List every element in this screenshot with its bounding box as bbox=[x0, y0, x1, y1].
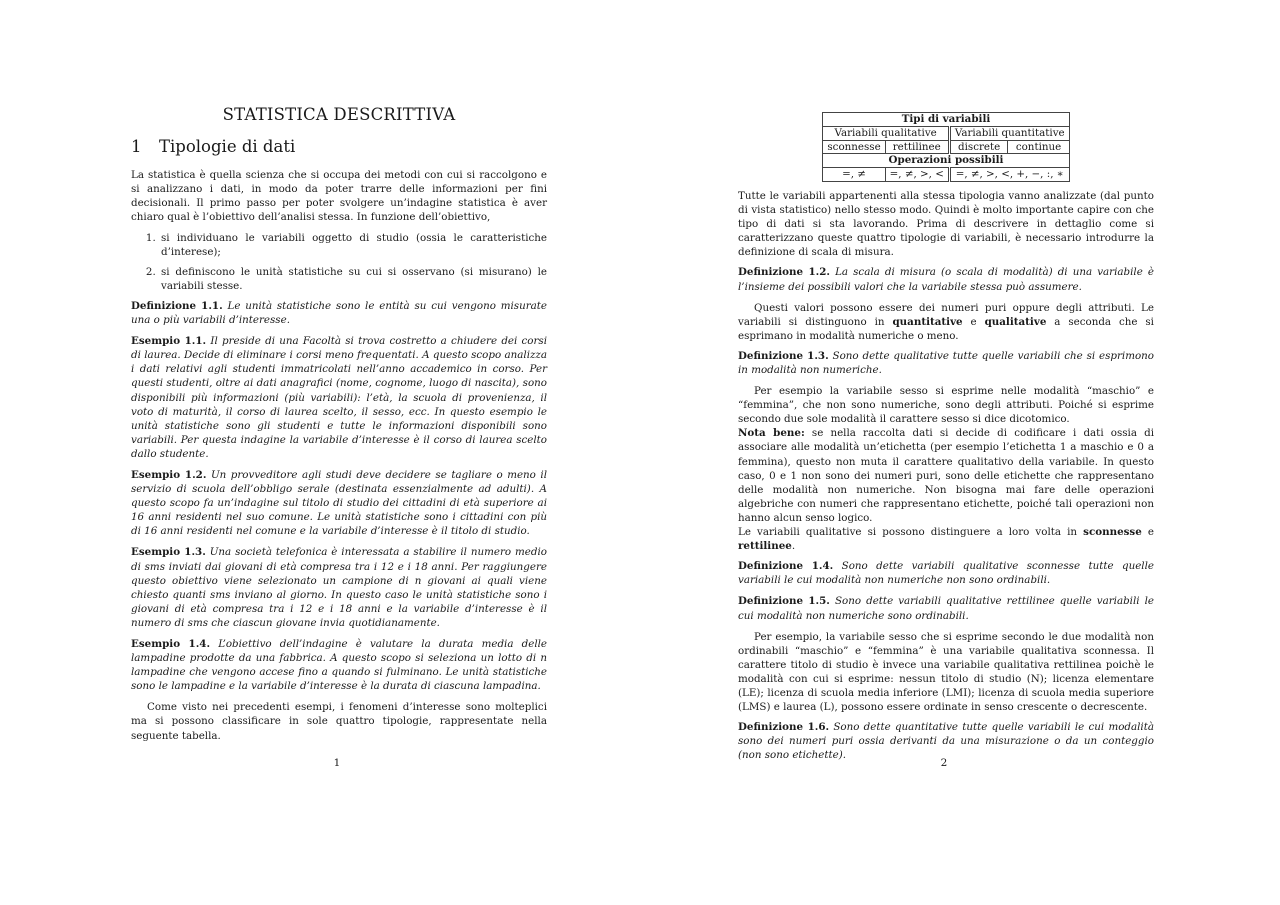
example-1-4 bbox=[131, 637, 547, 693]
example-1-1 bbox=[131, 334, 547, 461]
text-span: Le variabili qualitative si possono distinguere a loro volta in bbox=[738, 526, 1078, 539]
definition-label: Definizione 1.1. bbox=[131, 299, 223, 312]
nota-bene bbox=[738, 426, 1154, 525]
quantitative-header: Variabili quantitative bbox=[949, 126, 1069, 140]
definition-label: Definizione 1.2. bbox=[738, 266, 830, 279]
variable-types-table bbox=[822, 112, 1069, 182]
document-title: STATISTICA DESCRITTIVA bbox=[222, 105, 456, 124]
example-1-2 bbox=[131, 468, 547, 538]
intro-paragraph: La statistica è quella scienza che si occupa dei metodi con cui si raccolgono e si analizzano i dati, in modo da poter trarre delle informazioni per fini decisionali. Il primo passo per poter svolgere un’indagine statistica è aver chiaro qual è l’obiettivo dell’analisi stessa. In funzione dell’obiettivo, bbox=[131, 169, 547, 224]
definition-label: Definizione 1.3. bbox=[738, 349, 829, 362]
table-header: Tipi di variabili bbox=[823, 113, 1069, 127]
example-1-3 bbox=[131, 545, 547, 630]
bold-term: rettilinee bbox=[738, 540, 792, 553]
section-number: 1 bbox=[131, 137, 142, 157]
page-1-column bbox=[131, 105, 548, 749]
list-item: 2. si definiscono le unità statistiche su cui si osservano (si misurano) le variabili stesse. bbox=[159, 265, 547, 293]
operations-header: Operazioni possibili bbox=[823, 154, 1069, 168]
page-2-column bbox=[738, 112, 1154, 769]
page-number: 2 bbox=[940, 757, 948, 769]
definition-text: Sono dette qualitative tutte quelle variabili che si esprimono in modalità non numeriche. bbox=[738, 349, 1154, 377]
bold-term: qualitative bbox=[984, 315, 1047, 328]
definition-text: Sono dette variabili qualitative rettilinee quelle variabili le cui modalità non numeriche sono ordinabili. bbox=[738, 595, 1154, 622]
text-span: Questi valori possono essere dei numeri puri oppure degli attributi. Le variabili si distinguono in bbox=[738, 301, 1154, 328]
section-title: Tipologie di dati bbox=[159, 137, 296, 157]
example-label: Esempio 1.2. bbox=[131, 468, 207, 481]
text-span: a seconda che si esprimano in modalità numeriche o meno. bbox=[738, 315, 1154, 342]
definition-label: Definizione 1.5. bbox=[738, 595, 830, 608]
text-span: e bbox=[970, 315, 977, 328]
text-span: e bbox=[1147, 526, 1154, 539]
cell-ops-rettilinee: =, ≠, >, < bbox=[885, 168, 949, 182]
definition-text: Sono dette variabili qualitative sconnesse tutte quelle variabili le cui modalità non numeriche non sono ordinabili. bbox=[738, 560, 1154, 587]
example-label: Esempio 1.1. bbox=[131, 335, 207, 348]
cell-sconnesse: sconnesse bbox=[823, 140, 885, 154]
definition-1-1 bbox=[131, 299, 547, 327]
bold-term: quantitative bbox=[892, 315, 963, 328]
paragraph-valori bbox=[738, 301, 1154, 343]
definition-text: Le unità statistiche sono le entità su cui vengono misurate una o più variabili d’interesse. bbox=[131, 299, 548, 327]
example-label: Esempio 1.4. bbox=[131, 638, 211, 650]
page-number: 1 bbox=[333, 757, 341, 769]
definition-1-3 bbox=[738, 349, 1154, 377]
page-2 bbox=[640, 0, 1280, 905]
definition-1-4 bbox=[738, 559, 1154, 587]
closing-paragraph: Come visto nei precedenti esempi, i fenomeni d’interesse sono molteplici ma si possono classificare in sole quattro tipologie, rappresentate nella seguente tabella. bbox=[131, 701, 547, 742]
cell-ops-quantitative: =, ≠, >, <, +, −, :, ∗ bbox=[949, 168, 1069, 182]
list-item: 1. si individuano le variabili oggetto di studio (ossia le caratteristiche d’interese); bbox=[159, 231, 547, 259]
cell-rettilinee: rettilinee bbox=[885, 140, 949, 154]
definition-text: La scala di misura (o scala di modalità) di una variabile è l’insieme dei possibili valori che la variabile stessa può assumere. bbox=[738, 266, 1154, 293]
definition-1-2 bbox=[738, 265, 1154, 293]
example-text: L’obiettivo dell’indagine è valutare la durata media delle lampadine prodotte da una fabbrica. A questo scopo si seleziona un lotto di n lampadine che vengono accese fino a quando si fulminano. Le unità statistiche sono le lampadine e la variabile d’interesse è la durata di ciascuna lampadina. bbox=[131, 638, 547, 693]
definition-1-5 bbox=[738, 594, 1154, 622]
definition-text: Sono dette quantitative tutte quelle variabili le cui modalità sono dei numeri puri ossia derivanti da una misurazione o da un conteggio (non sono etichette). bbox=[738, 721, 1155, 762]
paragraph-esempio: Per esempio, la variabile sesso che si esprime secondo le due modalità non ordinabili “maschio” e “femmina” è una variabile qualitativa sconnessa. Il carattere titolo di studio è invece una variabile qualitativa rettilinea poichè le modalità con cui si esprime: nessun titolo di studio (N); licenza elementare (LE); licenza di scuola media inferiore (LMI); licenza di scuola media superiore (LMS) e laurea (L), possono essere ordinate in senso crescente o decrescente. bbox=[738, 630, 1154, 714]
example-text: Il preside di una Facoltà si trova costretto a chiudere dei corsi di laurea. Decide di eliminare i corsi meno frequentati. A questo scopo analizza i dati relativi agli studenti immatricolati nell’anno accademico in corso. Per questi studenti, oltre ai dati anagrafici (nome, cognome, luogo di nascita), sono disponibili più informazioni (più variabili): l’età, la scuola di provenienza, il voto di maturità, il corso di laurea scelto, il sesso, ecc. In questo esempio le unità statistiche sono gli studenti e tutte le informazioni disponibili sono variabili. Per questa indagine la variabile d’interesse è il corso di laurea scelto dallo studente. bbox=[131, 335, 548, 460]
section-heading bbox=[131, 137, 547, 157]
paragraph-sesso: Per esempio la variabile sesso si esprime nelle modalità “maschio” e “femmina”, che non sono numeriche, sono degli attributi. Poiché si esprime secondo due sole modalità il carattere sesso si dice dicotomico. bbox=[738, 385, 1154, 426]
objective-list bbox=[131, 231, 547, 293]
cell-discrete: discrete bbox=[949, 140, 1008, 154]
bold-term: sconnesse bbox=[1083, 526, 1142, 539]
nota-label: Nota bene: bbox=[738, 427, 805, 440]
qualitative-header: Variabili qualitative bbox=[823, 126, 949, 140]
nota-text: se nella raccolta dati si decide di codificare i dati ossia di associare alle modalità un’etichetta (per esempio l’etichetta 1 a maschio e 0 a femmina), questo non muta il carattere qualitativo della variabile. In questo caso, 0 e 1 non sono dei numeri puri, sono delle etichette che rappresentano delle modalità non numeriche. Non bisogna mai fare delle operazioni algebriche con numeri che rappresentano etichette, poiché tali operazioni non hanno alcun senso logico. bbox=[738, 427, 1154, 524]
variable-types-table-wrapper bbox=[820, 112, 1072, 182]
definition-label: Definizione 1.4. bbox=[738, 560, 834, 573]
cell-continue: continue bbox=[1008, 140, 1069, 154]
example-text: Un provveditore agli studi deve decidere se tagliare o meno il servizio di scuola dell’obbligo serale (destinata essenzialmente ad adulti). A questo scopo fa un’indagine sul titolo di studio dei cittadini di età superiore ai 16 anni residenti nel suo comune. Le unità statistiche sono i cittadini con più di 16 anni residenti nel comune e la variabile d’interesse è il titolo di studio. bbox=[131, 468, 547, 538]
example-label: Esempio 1.3. bbox=[131, 546, 206, 559]
cell-ops-sconnesse: =, ≠ bbox=[823, 168, 885, 182]
paragraph-tipologie: Tutte le variabili appartenenti alla stessa tipologia vanno analizzate (dal punto di vista statistico) nello stesso modo. Quindi è molto importante capire con che tipo di dati si sta lavorando. Prima di descrivere in dettaglio come si caratterizzano queste quattro tipologie di variabili, è necessario introdurre la definizione di scala di misura. bbox=[738, 189, 1154, 259]
paragraph-qualitative: Le variabili qualitative si possono distinguere a loro volta in sconnesse e rettilinee. bbox=[738, 526, 1154, 553]
example-text: Una società telefonica è interessata a stabilire il numero medio di sms inviati dai giovani di età compresa tra i 12 e i 18 anni. Per raggiungere questo obiettivo viene selezionato un campione di n giovani ai quali viene chiesto quanti sms inviano al giorno. In questo caso le unità statistiche sono i giovani di età compresa tra i 12 e i 18 anni e la variabile d’interesse è il numero di sms che ciascun giovane invia quotidianamente. bbox=[131, 546, 547, 629]
definition-label: Definizione 1.6. bbox=[738, 721, 830, 734]
